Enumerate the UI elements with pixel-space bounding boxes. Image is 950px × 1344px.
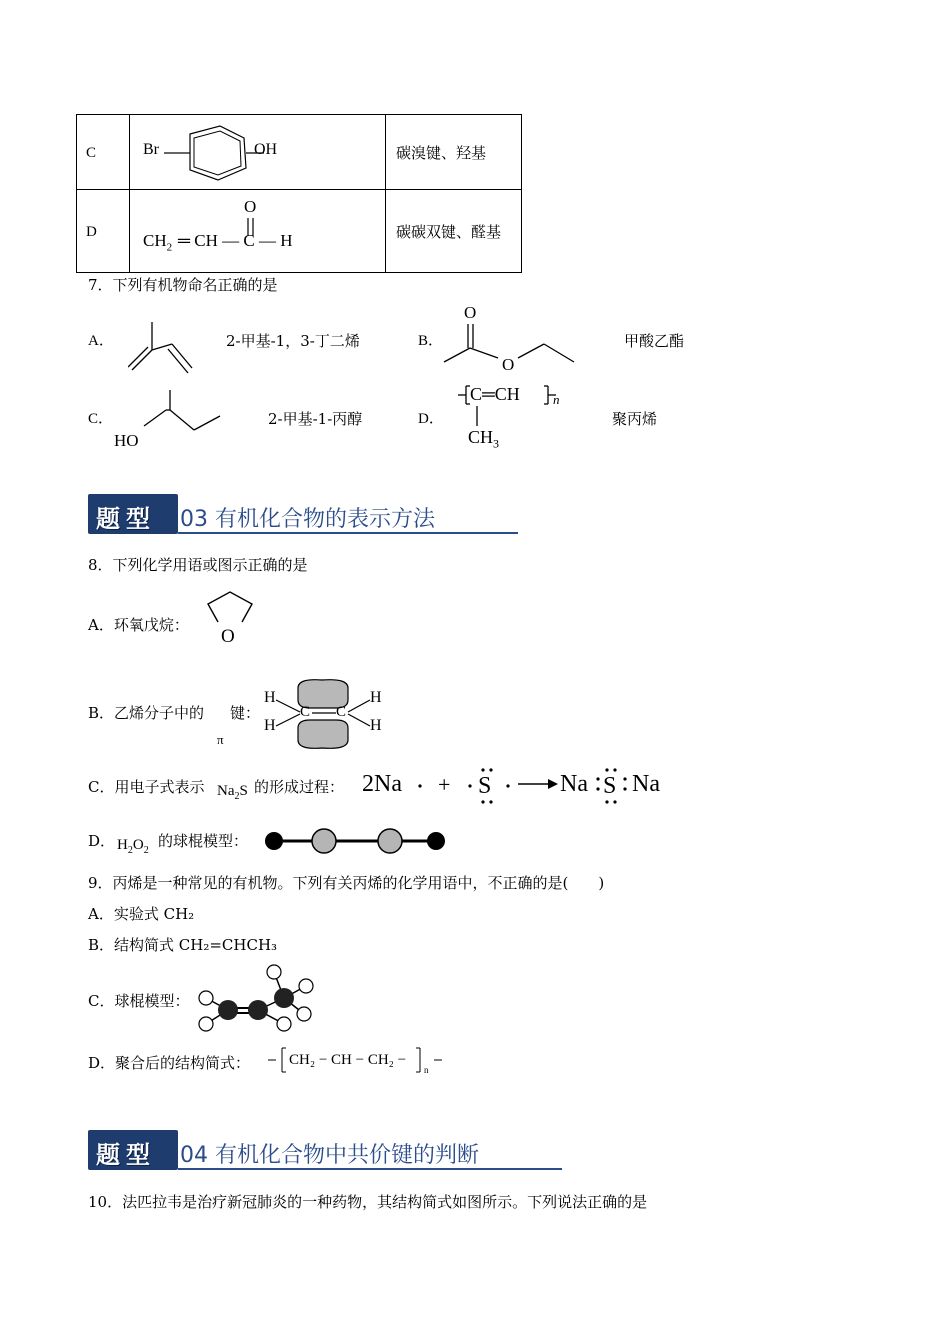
q7-a-label: A． [88, 333, 114, 349]
q8-b-h4: H [370, 717, 382, 734]
formula-oh: OH [254, 141, 278, 158]
q8-a: A．环氧戊烷： [88, 616, 189, 634]
q8-c: C．用电子式表示 [88, 778, 205, 796]
q8-c-s-atom: S [478, 773, 492, 799]
q7-d-n: n [553, 392, 560, 407]
table-row [77, 115, 522, 190]
electron-dots-arrow-icon [410, 764, 670, 808]
q8-b-pi: π [217, 732, 224, 747]
bond-line-icon [474, 406, 480, 428]
formula-o: O [244, 197, 257, 216]
thf-ring-icon [204, 590, 256, 630]
structure-cell [130, 190, 386, 273]
functional-group-table [76, 114, 522, 273]
ball-stick-model-icon [262, 826, 450, 856]
q8-b-key: 键： [230, 704, 261, 722]
divider [178, 1168, 562, 1170]
row-label: C [86, 144, 97, 161]
q9-d: D．聚合后的结构简式： [88, 1054, 251, 1072]
q8-c-s2: S [603, 773, 617, 799]
q8-c-plus: + [438, 772, 451, 797]
q7-d-ch3: $CH_3$ [468, 427, 500, 451]
q8-c-2na: 2Na [362, 771, 402, 797]
q7-d-poly: C═CH [470, 384, 520, 404]
q8-b-c2: C [336, 704, 347, 720]
benzene-ring-icon [164, 120, 264, 186]
structure-cell [130, 115, 386, 190]
q7-b-label: B． [418, 333, 444, 349]
q9-d-formula: CH₂ − CH − CH₂ − [289, 1052, 407, 1068]
row-label: D [86, 223, 97, 240]
q8-stem: 8．下列化学用语或图示正确的是 [88, 556, 308, 574]
q8-b-h2: H [264, 717, 276, 734]
q7-c-label: C． [88, 411, 114, 427]
q7-c-ho: HO [114, 431, 139, 450]
group-names: 碳碳双键、醛基 [396, 222, 502, 241]
pi-bond-orbital-icon [262, 678, 386, 750]
q8-d-tail: 的球棍模型： [158, 832, 249, 850]
q8-c-na2s: $Na_2S$ [217, 783, 248, 802]
q8-d-h2o2: $H_2O_2$ [117, 837, 149, 856]
q8-c-tail: 的形成过程： [254, 778, 345, 796]
butadiene-skeleton-icon [128, 320, 198, 374]
q7-b-o2: O [502, 355, 515, 374]
q9-stem: 9．丙烯是一种常见的有机物。下列有关丙烯的化学用语中，不正确的是( ) [88, 874, 605, 892]
q9-c: C．球棍模型： [88, 992, 190, 1010]
section-title: 04 有机化合物中共价键的判断 [180, 1143, 479, 1168]
q8-a-o: O [221, 626, 235, 647]
q7-d-name: 聚丙烯 [612, 410, 658, 428]
q7-a-name: 2-甲基-1，3-丁二烯 [226, 332, 360, 350]
propene-ball-stick-icon [194, 962, 318, 1036]
q8-c-na2: Na [632, 771, 660, 797]
q8-b-h3: H [370, 689, 382, 706]
divider [178, 532, 518, 534]
q8-c-na1: Na [560, 771, 588, 797]
q8-b-c1: C [300, 704, 311, 720]
q9-d-n: n [424, 1065, 429, 1075]
section-tag: 题型 [88, 494, 178, 534]
section-tag: 题型 [88, 1130, 178, 1170]
q7-stem: 7．下列有机物命名正确的是 [88, 276, 278, 294]
q9-a: A．实验式 CH₂ [88, 905, 195, 923]
q10-stem: 10．法匹拉韦是治疗新冠肺炎的一种药物，其结构简式如图所示。下列说法正确的是 [88, 1193, 648, 1211]
butanol-skeleton-icon [140, 388, 224, 438]
q8-d: D． [88, 832, 116, 850]
formula-ch2: $CH_2$ [143, 231, 173, 254]
formula-rest: ═ CH — C — H [178, 231, 293, 250]
q7-d-label: D． [418, 411, 444, 427]
q9-b: B．结构简式 CH₂=CHCH₃ [88, 936, 278, 954]
formula-br: Br [143, 141, 159, 158]
q8-b: B．乙烯分子中的 [88, 704, 205, 722]
group-names: 碳溴键、羟基 [396, 143, 487, 162]
q7-b-o: O [464, 303, 477, 322]
q8-b-h1: H [264, 689, 276, 706]
q7-c-name: 2-甲基-1-丙醇 [268, 410, 363, 428]
table-row [77, 190, 522, 273]
q7-b-name: 甲酸乙酯 [624, 332, 685, 350]
section-title: 03 有机化合物的表示方法 [180, 507, 435, 532]
